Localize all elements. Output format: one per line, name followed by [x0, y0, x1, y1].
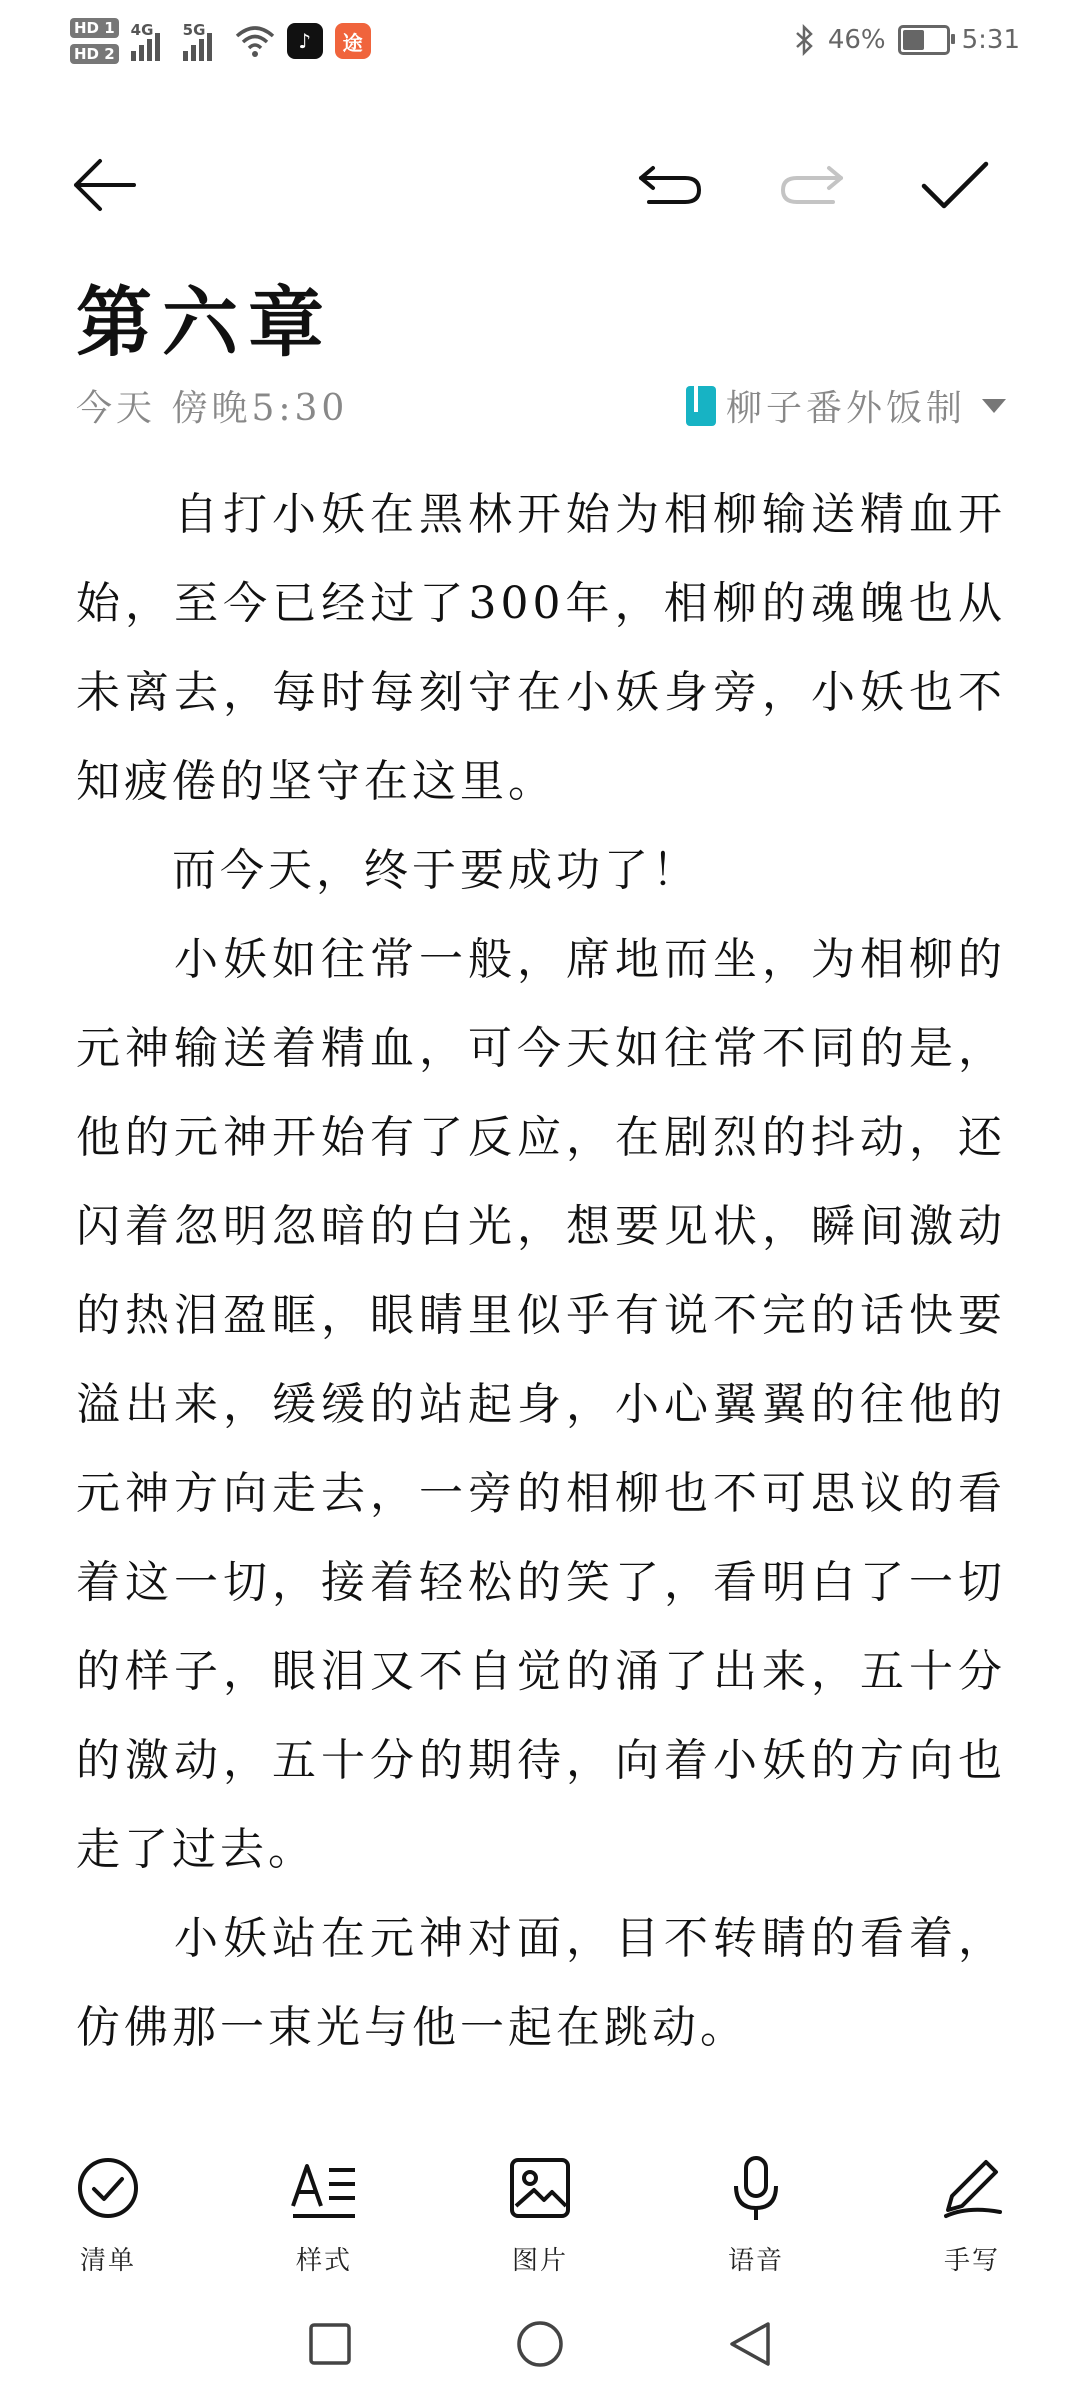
text-style-icon	[289, 2156, 359, 2220]
battery-percent: 46%	[827, 25, 886, 55]
text-style-label: 样式	[295, 2246, 352, 2276]
sim2-type: 5G	[182, 21, 206, 39]
circle-icon	[515, 2319, 565, 2369]
app2-label: 途	[342, 30, 363, 55]
folder-icon	[686, 386, 716, 426]
back-button[interactable]	[60, 140, 150, 230]
paragraph-1: 自打小妖在黑林开始为相柳输送精血开始，至今已经过了300年，相柳的魂魄也从未离去，每时每刻守在小妖身旁，小妖也不知疲倦的坚守在这里。	[76, 489, 1006, 807]
microphone-icon	[731, 2154, 781, 2222]
note-body[interactable]	[76, 470, 1006, 2118]
undo-button[interactable]	[625, 140, 715, 230]
nav-back-button[interactable]	[720, 2314, 780, 2374]
voice-button[interactable]	[648, 2128, 864, 2288]
clock: 5:31	[961, 25, 1020, 55]
battery-icon	[898, 25, 950, 55]
redo-icon	[777, 160, 847, 210]
voice-label: 语音	[727, 2246, 784, 2276]
hd2-badge: HD 2	[70, 44, 119, 64]
square-icon	[308, 2322, 352, 2366]
hd-indicators	[70, 18, 119, 64]
note-meta	[76, 380, 1006, 430]
chevron-down-icon	[982, 399, 1006, 413]
done-button[interactable]	[910, 140, 1000, 230]
redo-button[interactable]	[767, 140, 857, 230]
home-button[interactable]	[510, 2314, 570, 2374]
note-date: 今天 傍晚5:30	[76, 388, 349, 429]
arrow-left-icon	[70, 155, 140, 215]
wifi-icon	[235, 24, 275, 58]
image-label: 图片	[511, 2246, 568, 2276]
status-right	[794, 24, 1020, 56]
paragraph-3: 小妖如往常一般，席地而坐，为相柳的元神输送着精血，可今天如往常不同的是，他的元神开始有了反应，在剧烈的抖动，还闪着忽明忽暗的白光，想要见状，瞬间激动的热泪盈眶，眼睛里似乎有说不完的话快要溢出来，缓缓的站起身，小心翼翼的往他的元神方向走去，一旁的相柳也不可思议的看着这一切，接着轻松的笑了，看明白了一切的样子，眼泪又不自觉的涌了出来，五十分的激动，五十分的期待，向着小妖的方向也走了过去。	[76, 934, 1006, 1875]
image-button[interactable]	[432, 2128, 648, 2288]
triangle-back-icon	[728, 2320, 772, 2368]
status-left	[70, 18, 371, 64]
checklist-label: 清单	[79, 2246, 136, 2276]
note-title[interactable]: 第六章	[76, 278, 334, 367]
folder-name: 柳子番外饭制	[725, 388, 966, 429]
image-icon	[508, 2156, 572, 2220]
system-nav-bar	[0, 2288, 1080, 2400]
text-style-button[interactable]	[216, 2128, 432, 2288]
handwriting-button[interactable]	[864, 2128, 1080, 2288]
check-icon	[920, 160, 990, 210]
hd1-badge: HD 1	[70, 18, 119, 38]
undo-icon	[635, 160, 705, 210]
sim2-signal-icon	[183, 21, 223, 61]
folder-selector[interactable]	[686, 380, 1006, 431]
checklist-button[interactable]	[0, 2128, 216, 2288]
paragraph-4: 小妖站在元神对面，目不转睛的看着，仿佛那一束光与他一起在跳动。	[76, 1913, 1006, 2053]
bluetooth-icon	[794, 24, 816, 56]
editor-toolbar	[0, 130, 1080, 240]
app-badge-icon	[335, 23, 371, 59]
sim1-type: 4G	[130, 21, 154, 39]
sim1-signal-icon	[131, 21, 171, 61]
bottom-toolbar	[0, 2128, 1080, 2288]
pen-icon	[938, 2156, 1006, 2220]
checklist-icon	[76, 2156, 140, 2220]
tiktok-icon: ♪	[287, 23, 323, 59]
handwriting-label: 手写	[943, 2246, 1000, 2276]
recent-apps-button[interactable]	[300, 2314, 360, 2374]
status-bar	[0, 0, 1080, 96]
paragraph-2: 而今天，终于要成功了！	[76, 845, 700, 896]
